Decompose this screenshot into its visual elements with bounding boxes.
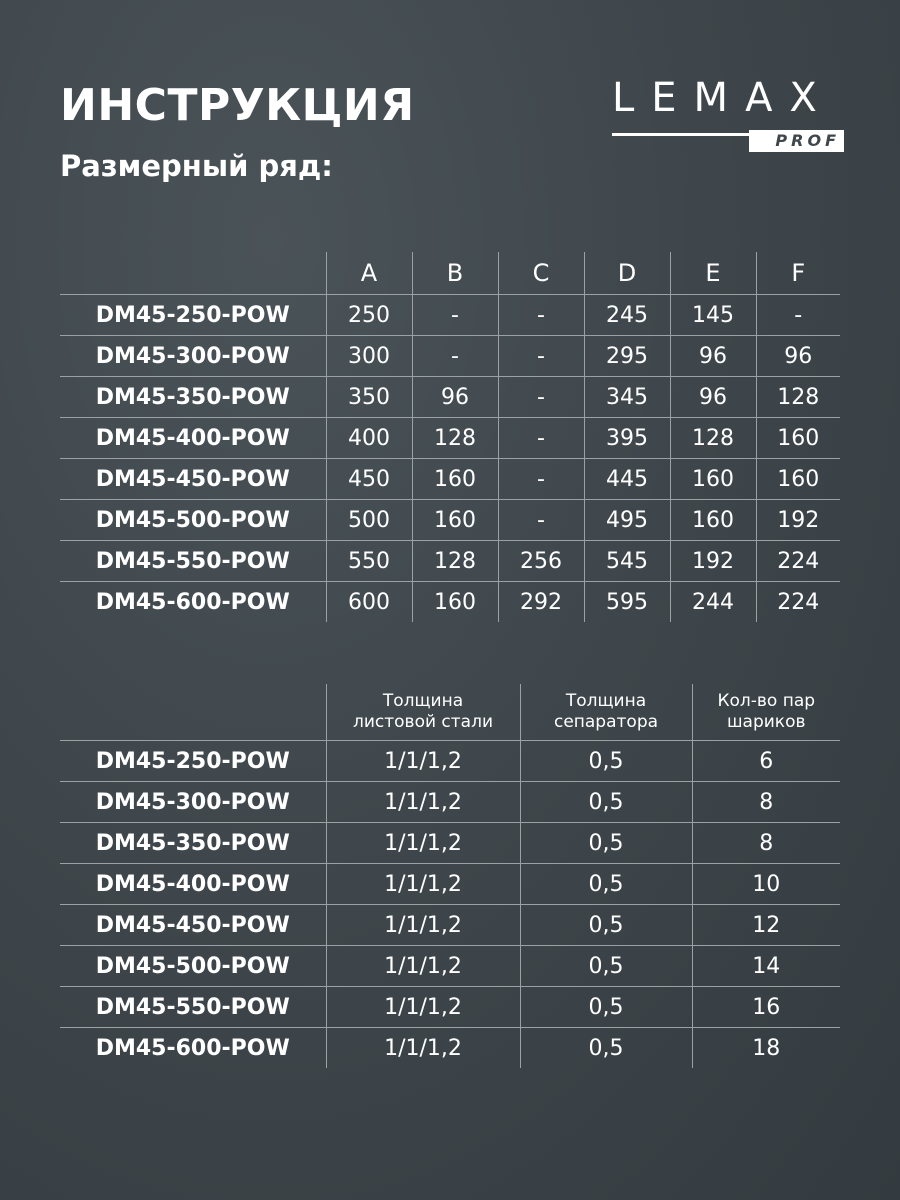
specs-row bbox=[60, 741, 840, 782]
value-cell: 0,5 bbox=[520, 946, 692, 987]
value-cell: 450 bbox=[326, 459, 412, 500]
model-name-cell: DM45-550-POW bbox=[60, 541, 326, 582]
specs-col-header-line: Толщина bbox=[382, 691, 464, 711]
model-name-cell: DM45-550-POW bbox=[60, 987, 326, 1028]
model-name-cell: DM45-400-POW bbox=[60, 418, 326, 459]
value-cell: - bbox=[412, 295, 498, 336]
dimensions-row bbox=[60, 541, 840, 582]
value-cell: 96 bbox=[756, 336, 840, 377]
value-cell: 295 bbox=[584, 336, 670, 377]
value-cell: 12 bbox=[692, 905, 840, 946]
value-cell: 160 bbox=[756, 459, 840, 500]
model-name-cell: DM45-250-POW bbox=[60, 295, 326, 336]
dimensions-row bbox=[60, 500, 840, 541]
specs-row bbox=[60, 782, 840, 823]
value-cell: 16 bbox=[692, 987, 840, 1028]
specs-row bbox=[60, 905, 840, 946]
value-cell: 1/1/1,2 bbox=[326, 864, 520, 905]
dimensions-col-header: C bbox=[498, 252, 584, 295]
dimensions-header-blank bbox=[60, 252, 326, 295]
value-cell: 245 bbox=[584, 295, 670, 336]
model-name-cell: DM45-500-POW bbox=[60, 500, 326, 541]
value-cell: 96 bbox=[412, 377, 498, 418]
specs-col-header bbox=[326, 684, 520, 741]
dimensions-col-header: D bbox=[584, 252, 670, 295]
value-cell: 244 bbox=[670, 582, 756, 623]
value-cell: 10 bbox=[692, 864, 840, 905]
value-cell: 1/1/1,2 bbox=[326, 782, 520, 823]
value-cell: 1/1/1,2 bbox=[326, 946, 520, 987]
value-cell: 345 bbox=[584, 377, 670, 418]
model-name-cell: DM45-500-POW bbox=[60, 946, 326, 987]
lemax-prof-logo bbox=[612, 76, 844, 152]
value-cell: 128 bbox=[670, 418, 756, 459]
specs-header-blank bbox=[60, 684, 326, 741]
dimensions-row bbox=[60, 336, 840, 377]
value-cell: 6 bbox=[692, 741, 840, 782]
value-cell: 495 bbox=[584, 500, 670, 541]
value-cell: 1/1/1,2 bbox=[326, 1028, 520, 1069]
specs-col-header-line: сепаратора bbox=[553, 712, 659, 732]
specs-col-header-line: Толщина bbox=[565, 691, 647, 711]
dimensions-row bbox=[60, 295, 840, 336]
specs-row bbox=[60, 1028, 840, 1069]
model-name-cell: DM45-350-POW bbox=[60, 377, 326, 418]
value-cell: 0,5 bbox=[520, 823, 692, 864]
model-name-cell: DM45-350-POW bbox=[60, 823, 326, 864]
value-cell: 224 bbox=[756, 582, 840, 623]
value-cell: 160 bbox=[412, 459, 498, 500]
value-cell: 600 bbox=[326, 582, 412, 623]
logo-underline bbox=[612, 133, 749, 136]
value-cell: 250 bbox=[326, 295, 412, 336]
value-cell: 550 bbox=[326, 541, 412, 582]
specs-row bbox=[60, 864, 840, 905]
value-cell: 8 bbox=[692, 823, 840, 864]
value-cell: - bbox=[756, 295, 840, 336]
value-cell: 300 bbox=[326, 336, 412, 377]
value-cell: 8 bbox=[692, 782, 840, 823]
value-cell: 160 bbox=[756, 418, 840, 459]
value-cell: 145 bbox=[670, 295, 756, 336]
model-name-cell: DM45-450-POW bbox=[60, 905, 326, 946]
value-cell: 160 bbox=[670, 459, 756, 500]
value-cell: 160 bbox=[412, 500, 498, 541]
logo-wordmark: LEMAX bbox=[612, 75, 834, 121]
value-cell: 192 bbox=[670, 541, 756, 582]
value-cell: - bbox=[498, 377, 584, 418]
model-name-cell: DM45-600-POW bbox=[60, 1028, 326, 1069]
logo-sub-label: PROF bbox=[749, 130, 844, 152]
specs-row bbox=[60, 823, 840, 864]
value-cell: 0,5 bbox=[520, 905, 692, 946]
dimensions-col-header: E bbox=[670, 252, 756, 295]
value-cell: - bbox=[498, 418, 584, 459]
value-cell: 128 bbox=[756, 377, 840, 418]
model-name-cell: DM45-300-POW bbox=[60, 336, 326, 377]
value-cell: 256 bbox=[498, 541, 584, 582]
page-title: ИНСТРУКЦИЯ bbox=[60, 80, 415, 131]
dimensions-row bbox=[60, 418, 840, 459]
value-cell: 445 bbox=[584, 459, 670, 500]
value-cell: - bbox=[498, 459, 584, 500]
value-cell: 18 bbox=[692, 1028, 840, 1069]
value-cell: 96 bbox=[670, 336, 756, 377]
dimensions-col-header: F bbox=[756, 252, 840, 295]
value-cell: 96 bbox=[670, 377, 756, 418]
dimensions-row bbox=[60, 377, 840, 418]
value-cell: 1/1/1,2 bbox=[326, 987, 520, 1028]
dimensions-table bbox=[60, 252, 840, 622]
dimensions-col-header: B bbox=[412, 252, 498, 295]
specs-col-header-line: шариков bbox=[726, 712, 806, 732]
model-name-cell: DM45-400-POW bbox=[60, 864, 326, 905]
value-cell: 160 bbox=[412, 582, 498, 623]
specs-table bbox=[60, 684, 840, 1068]
specs-col-header bbox=[692, 684, 840, 741]
value-cell: 292 bbox=[498, 582, 584, 623]
value-cell: 0,5 bbox=[520, 741, 692, 782]
value-cell: - bbox=[498, 500, 584, 541]
value-cell: 128 bbox=[412, 418, 498, 459]
dimensions-header-row bbox=[60, 252, 840, 295]
value-cell: - bbox=[498, 295, 584, 336]
model-name-cell: DM45-300-POW bbox=[60, 782, 326, 823]
value-cell: 395 bbox=[584, 418, 670, 459]
specs-col-header-line: листовой стали bbox=[352, 712, 494, 732]
value-cell: 400 bbox=[326, 418, 412, 459]
page-subtitle: Размерный ряд: bbox=[60, 149, 333, 183]
value-cell: 14 bbox=[692, 946, 840, 987]
value-cell: - bbox=[498, 336, 584, 377]
value-cell: 350 bbox=[326, 377, 412, 418]
dimensions-row bbox=[60, 582, 840, 623]
value-cell: 1/1/1,2 bbox=[326, 823, 520, 864]
model-name-cell: DM45-250-POW bbox=[60, 741, 326, 782]
value-cell: - bbox=[412, 336, 498, 377]
specs-header-row bbox=[60, 684, 840, 741]
value-cell: 160 bbox=[670, 500, 756, 541]
value-cell: 192 bbox=[756, 500, 840, 541]
value-cell: 1/1/1,2 bbox=[326, 905, 520, 946]
value-cell: 545 bbox=[584, 541, 670, 582]
specs-col-header bbox=[520, 684, 692, 741]
specs-row bbox=[60, 987, 840, 1028]
specs-row bbox=[60, 946, 840, 987]
value-cell: 1/1/1,2 bbox=[326, 741, 520, 782]
value-cell: 0,5 bbox=[520, 987, 692, 1028]
dimensions-row bbox=[60, 459, 840, 500]
value-cell: 128 bbox=[412, 541, 498, 582]
model-name-cell: DM45-600-POW bbox=[60, 582, 326, 623]
specs-col-header-line: Кол-во пар bbox=[717, 691, 816, 711]
model-name-cell: DM45-450-POW bbox=[60, 459, 326, 500]
value-cell: 224 bbox=[756, 541, 840, 582]
value-cell: 0,5 bbox=[520, 1028, 692, 1069]
dimensions-col-header: A bbox=[326, 252, 412, 295]
value-cell: 0,5 bbox=[520, 782, 692, 823]
value-cell: 595 bbox=[584, 582, 670, 623]
value-cell: 500 bbox=[326, 500, 412, 541]
value-cell: 0,5 bbox=[520, 864, 692, 905]
